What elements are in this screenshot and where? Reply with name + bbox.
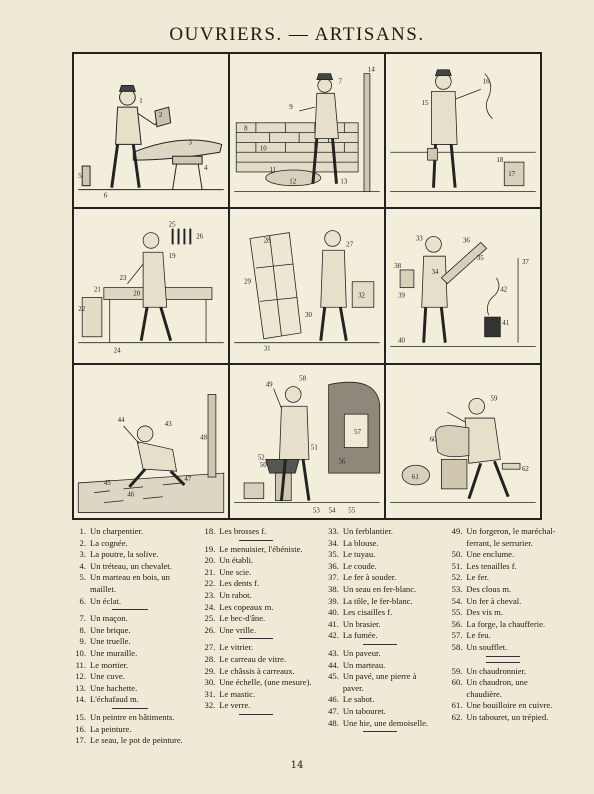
callout-label: 22 (78, 306, 86, 314)
legend-item-text: Un tabouret. (342, 705, 386, 716)
callout-label: 49 (265, 381, 273, 389)
callout-label: 15 (421, 100, 429, 108)
legend-item (70, 596, 189, 608)
legend-item (446, 619, 560, 631)
legend-item-text: La blouse. (342, 537, 379, 548)
legend-item (70, 712, 189, 724)
carpenter-illustration (74, 54, 228, 207)
legend-item-text: Une muraille. (90, 647, 138, 658)
legend-item-number: 47. (328, 705, 339, 716)
legend-item-number: 12. (75, 671, 86, 682)
legend-item-number: 30. (204, 677, 216, 688)
legend-item-number: 27. (204, 642, 216, 653)
legend-item-text: Un établi. (219, 555, 254, 566)
legend-item-number: 20. (204, 555, 216, 566)
legend-item (446, 572, 560, 584)
callout-label: 11 (269, 166, 277, 174)
legend-item (70, 735, 189, 747)
callout-label: 54 (328, 507, 336, 515)
callout-label: 40 (398, 337, 406, 345)
legend-item-text: Un tabouret, un trépied. (466, 711, 549, 722)
illustration-grid (72, 52, 542, 520)
callout-label: 29 (244, 279, 251, 287)
legend-item (199, 555, 313, 567)
legend-item-text: Le tuyau. (342, 549, 376, 560)
callout-label: 18 (496, 157, 504, 165)
panel-ferblantier (385, 208, 541, 363)
legend-item (323, 607, 437, 619)
legend-item (70, 648, 189, 660)
callout-label: 16 (482, 78, 490, 86)
legend-item-number: 53. (451, 583, 463, 594)
legend-item (70, 683, 189, 695)
legend-item-number: 5. (79, 572, 86, 583)
legend-item-text: Les dents f. (219, 578, 260, 589)
legend-item (446, 700, 560, 712)
legend-item (323, 706, 437, 718)
legend-item-number: 39. (328, 595, 339, 606)
callout-label: 4 (204, 164, 208, 172)
callout-label: 55 (348, 507, 356, 515)
legend-item-text: Le mastic. (219, 688, 256, 699)
legend-item-number: 58. (451, 641, 463, 652)
callout-label: 31 (263, 345, 271, 353)
legend-item (70, 724, 189, 736)
panel-menuisier (73, 208, 229, 363)
legend-item (323, 549, 437, 561)
legend-item-text: Le fer à souder. (342, 572, 397, 583)
callout-label: 24 (113, 347, 121, 355)
legend-item-number: 40. (328, 607, 339, 618)
legend-item-number: 28. (204, 653, 216, 664)
legend-item (199, 677, 313, 689)
legend-item-text: Le fer. (466, 572, 489, 583)
callout-label: 19 (168, 253, 176, 261)
legend-item-number: 32. (204, 700, 216, 711)
legend-item-text: La tôle, le fer-blanc. (342, 595, 413, 606)
legend-item-number: 46. (328, 694, 339, 705)
legend-item-text: Un paveur. (342, 647, 381, 658)
legend-item-text: Un marteau en bois, un maillet. (90, 572, 170, 594)
callout-label: 38 (394, 263, 402, 271)
glazier-illustration (230, 209, 384, 362)
legend-item-text: Une bouilloire en cuivre. (466, 700, 553, 711)
legend-item (323, 718, 437, 730)
legend-item (323, 572, 437, 584)
legend-item (323, 660, 437, 672)
callout-label: 37 (521, 259, 529, 267)
callout-label: 52 (257, 454, 265, 462)
panel-peintre (385, 53, 541, 208)
legend-item (323, 694, 437, 706)
legend-item-text: Une hachette. (90, 682, 138, 693)
legend-item-number: 59. (451, 665, 463, 676)
legend-item-number: 50. (451, 549, 463, 560)
legend-item-number: 43. (328, 647, 339, 658)
legend-item-text: Une enclume. (466, 549, 515, 560)
legend-item-text: La poutre, la solive. (90, 549, 159, 560)
legend-item-number: 22. (204, 578, 216, 589)
legend-item-text: Un pavé, une pierre à paver. (342, 671, 417, 693)
callout-label: 23 (119, 275, 127, 283)
callout-label: 46 (127, 491, 135, 499)
legend-item-text: Le coude. (342, 560, 377, 571)
legend-item-number: 8. (79, 624, 86, 635)
legend-item-text: Un ferblantier. (342, 526, 393, 536)
legend-item-text: Le menuisier, l'ébéniste. (219, 543, 303, 554)
legend-item-text: La forge, la chaufferie. (466, 618, 546, 629)
callout-label: 36 (463, 237, 470, 245)
legend-item-number: 16. (75, 723, 86, 734)
callout-label: 26 (196, 233, 204, 241)
legend-item-number: 17. (75, 735, 86, 746)
callout-label: 9 (289, 104, 293, 112)
legend-item-text: La peinture. (90, 723, 132, 734)
panel-forgeron (229, 364, 385, 519)
legend-item (199, 654, 313, 666)
legend-item-text: Un chaudron, une chaudière. (466, 677, 528, 699)
callout-label: 35 (476, 255, 484, 263)
legend-item-number: 62. (451, 711, 463, 722)
legend-item (70, 526, 189, 538)
legend-item-text: Une hie, une demoiselle. (342, 717, 429, 728)
legend-item (199, 666, 313, 678)
legend-item (199, 613, 313, 625)
callout-label: 59 (490, 395, 498, 403)
legend-item (70, 549, 189, 561)
legend-item (446, 584, 560, 596)
legend-item (323, 671, 437, 694)
legend-item (446, 666, 560, 678)
legend-item-text: Un chaudronnier. (466, 665, 527, 676)
legend-item-number: 10. (75, 647, 86, 658)
legend-item-number: 41. (328, 618, 339, 629)
legend-column (199, 526, 313, 766)
legend-column (446, 526, 560, 766)
legend-item-number: 24. (204, 601, 216, 612)
legend-item (199, 590, 313, 602)
legend-item-text: Un éclat. (90, 595, 122, 606)
legend-item-text: Le vitrier. (219, 642, 254, 653)
callout-label: 33 (415, 235, 423, 243)
legend-item-number: 44. (328, 659, 339, 670)
legend-item (199, 625, 313, 637)
legend-item (446, 630, 560, 642)
legend-item (446, 561, 560, 573)
legend-item (70, 613, 189, 625)
legend-item (323, 561, 437, 573)
legend-item (446, 607, 560, 619)
legend-item-text: Le feu. (466, 630, 491, 641)
callout-label: 8 (244, 125, 248, 133)
legend-item-number: 49. (451, 526, 463, 536)
legend-item-number: 54. (451, 595, 463, 606)
legend-item-text: Une cuve. (90, 671, 125, 682)
legend-item-number: 60. (451, 677, 463, 688)
legend-item-text: Un marteau. (342, 659, 386, 670)
legend-item (323, 596, 437, 608)
legend-item-text: Le verre. (219, 700, 251, 711)
legend-item-text: La fumée. (342, 630, 378, 641)
callout-label: 30 (305, 312, 312, 320)
legend-item-number: 7. (79, 613, 86, 624)
legend-item-text: Une brique. (90, 624, 131, 635)
legend-item-number: 55. (451, 607, 463, 618)
legend-item-text: Les tenailles f. (466, 560, 517, 571)
legend-item (323, 619, 437, 631)
callout-label: 48 (200, 434, 208, 442)
legend-item-text: Une vrille. (219, 624, 257, 635)
legend-item-number: 48. (328, 717, 339, 728)
legend-item (323, 538, 437, 550)
callout-label: 5 (78, 172, 82, 180)
legend-separator (199, 636, 313, 642)
legend-item-text: Une échelle, (une mesure). (219, 677, 312, 688)
callout-label: 20 (133, 290, 141, 298)
legend-item (70, 538, 189, 550)
callout-label: 25 (168, 222, 176, 230)
legend-item-number: 21. (204, 566, 216, 577)
legend-item-number: 23. (204, 589, 216, 600)
callout-label: 3 (188, 139, 192, 147)
callout-label: 17 (508, 170, 516, 178)
callout-label: 51 (310, 444, 318, 452)
legend-item (199, 602, 313, 614)
legend-item-text: Un forgeron, le maréchal-ferrant, le serrurier. (466, 526, 556, 548)
legend-column (323, 526, 437, 766)
legend-item-number: 9. (79, 636, 86, 647)
legend-item-number: 56. (451, 618, 463, 629)
legend-item-text: Un maçon. (90, 613, 128, 624)
legend-item (70, 572, 189, 595)
callout-label: 62 (521, 465, 529, 473)
legend-item (199, 642, 313, 654)
callout-label: 56 (338, 457, 346, 465)
painter-illustration (386, 54, 540, 207)
legend-column (70, 526, 189, 766)
legend-item (323, 630, 437, 642)
legend-item-text: Les brosses f. (219, 526, 267, 536)
legend-item-text: Le sabot. (342, 694, 375, 705)
callout-label: 14 (367, 66, 375, 74)
legend-item-number: 45. (328, 671, 339, 682)
legend-item-text: Les copeaux m. (219, 601, 274, 612)
legend-item-text: Un soufflet. (466, 641, 508, 652)
callout-label: 32 (358, 292, 365, 300)
legend-item-text: Les cisailles f. (342, 607, 393, 618)
legend-item-number: 26. (204, 624, 216, 635)
legend-item (70, 671, 189, 683)
callout-label: 53 (312, 507, 320, 515)
callout-label: 6 (103, 192, 108, 200)
legend-item-number: 57. (451, 630, 463, 641)
legend-item-number: 52. (451, 572, 463, 583)
legend-item-number: 35. (328, 549, 339, 560)
callout-label: 60 (429, 436, 437, 444)
callout-label: 45 (103, 479, 111, 487)
callout-label: 47 (184, 475, 192, 483)
mason-illustration (230, 54, 384, 207)
legend-separator (323, 642, 437, 648)
legend-item-text: Une scie. (219, 566, 252, 577)
legend-item-text: Une truelle. (90, 636, 131, 647)
legend-item-number: 51. (451, 560, 463, 571)
legend-item-text: Le carreau de vitre. (219, 653, 287, 664)
legend-separator (199, 712, 313, 718)
page-title: OUVRIERS. — ARTISANS. (169, 24, 425, 45)
legend-separator (70, 706, 189, 712)
callout-label: 27 (346, 241, 354, 249)
page-number: 14 (290, 760, 304, 771)
legend-item-text: Le seau, le pot de peinture. (90, 735, 183, 746)
legend-separator (446, 660, 560, 666)
legend-item-number: 13. (75, 682, 86, 693)
legend-item (199, 567, 313, 579)
callout-label: 10 (259, 145, 267, 153)
legend-item (323, 648, 437, 660)
legend-item-number: 3. (79, 549, 86, 560)
panel-charpentier (73, 53, 229, 208)
legend-item (70, 636, 189, 648)
legend-item-number: 29. (204, 665, 216, 676)
legend-item-text: Le mortier. (90, 659, 129, 670)
legend-item-text: Un seau en fer-blanc. (342, 583, 417, 594)
legend-item (446, 526, 560, 549)
legend-item-number: 14. (75, 694, 86, 705)
callout-label: 13 (340, 178, 348, 186)
legend-item-text: Un rabot. (219, 589, 252, 600)
legend-item-text: Des clous m. (466, 583, 512, 594)
panel-vitrier (229, 208, 385, 363)
legend-item-number: 33. (328, 526, 339, 536)
legend-item-number: 18. (204, 526, 216, 536)
legend-item (446, 596, 560, 608)
callout-label: 57 (354, 428, 362, 436)
panel-chaudronnier (385, 364, 541, 519)
legend-item (70, 561, 189, 573)
callout-label: 39 (398, 292, 406, 300)
legend-item-number: 36. (328, 560, 339, 571)
legend-item-number: 42. (328, 630, 339, 641)
legend-item (199, 526, 313, 538)
legend-item-text: Un peintre en bâtiments. (90, 711, 175, 722)
panel-paveur (73, 364, 229, 519)
legend-item (70, 694, 189, 706)
callout-label: 21 (93, 286, 101, 294)
legend-item-number: 1. (79, 526, 86, 536)
paver-illustration (74, 365, 228, 518)
legend-item-text: Un fer à cheval. (466, 595, 522, 606)
legend-item-number: 25. (204, 613, 216, 624)
legend-separator (70, 607, 189, 613)
legend-item-number: 2. (79, 537, 86, 548)
legend-item-number: 11. (75, 659, 86, 670)
legend-item (199, 689, 313, 701)
legend-item (446, 712, 560, 724)
legend-item-number: 4. (79, 560, 86, 571)
legend-item (323, 526, 437, 538)
legend-item-text: Un charpentier. (90, 526, 143, 536)
callout-label: 28 (263, 237, 271, 245)
callout-label: 50 (259, 461, 267, 469)
legend-separator (323, 729, 437, 735)
callout-label: 7 (338, 78, 342, 86)
callout-label: 34 (431, 269, 439, 277)
legend-item (446, 642, 560, 654)
blacksmith-illustration (230, 365, 384, 518)
joiner-illustration (74, 209, 228, 362)
legend-item-text: Le bec-d'âne. (219, 613, 266, 624)
legend-item (70, 660, 189, 672)
callout-label: 41 (502, 320, 510, 328)
legend-item-number: 34. (328, 537, 339, 548)
legend-item-number: 37. (328, 572, 339, 583)
coppersmith-illustration (386, 365, 540, 518)
legend-item-number: 19. (204, 543, 216, 554)
legend-separator (199, 538, 313, 544)
legend-item (199, 700, 313, 712)
legend-item (199, 578, 313, 590)
legend-item-text: Un tréteau, un chevalet. (90, 560, 172, 571)
legend-item-text: Le châssis à carreaux. (219, 665, 295, 676)
vocabulary-legend (70, 526, 560, 766)
panel-macon (229, 53, 385, 208)
legend-item-text: La cognée. (90, 537, 128, 548)
callout-label: 61 (411, 473, 419, 481)
legend-item (446, 677, 560, 700)
legend-item-number: 15. (75, 711, 86, 722)
legend-item (323, 584, 437, 596)
callout-label: 2 (158, 111, 163, 119)
legend-item-number: 6. (79, 595, 86, 606)
callout-label: 1 (139, 98, 143, 106)
legend-item (446, 549, 560, 561)
legend-item-text: Des vis m. (466, 607, 503, 618)
legend-item-number: 38. (328, 583, 339, 594)
callout-label: 12 (289, 178, 297, 186)
legend-item-number: 31. (204, 688, 216, 699)
legend-item (70, 625, 189, 637)
tinsmith-illustration (386, 209, 540, 362)
callout-label: 42 (500, 286, 508, 294)
legend-item-number: 61. (451, 700, 463, 711)
callout-label: 58 (299, 375, 307, 383)
legend-item (199, 544, 313, 556)
callout-label: 43 (164, 420, 172, 428)
legend-item-text: L'échafaud m. (90, 694, 139, 705)
legend-item-text: Un brasier. (342, 618, 381, 629)
callout-label: 44 (117, 416, 125, 424)
